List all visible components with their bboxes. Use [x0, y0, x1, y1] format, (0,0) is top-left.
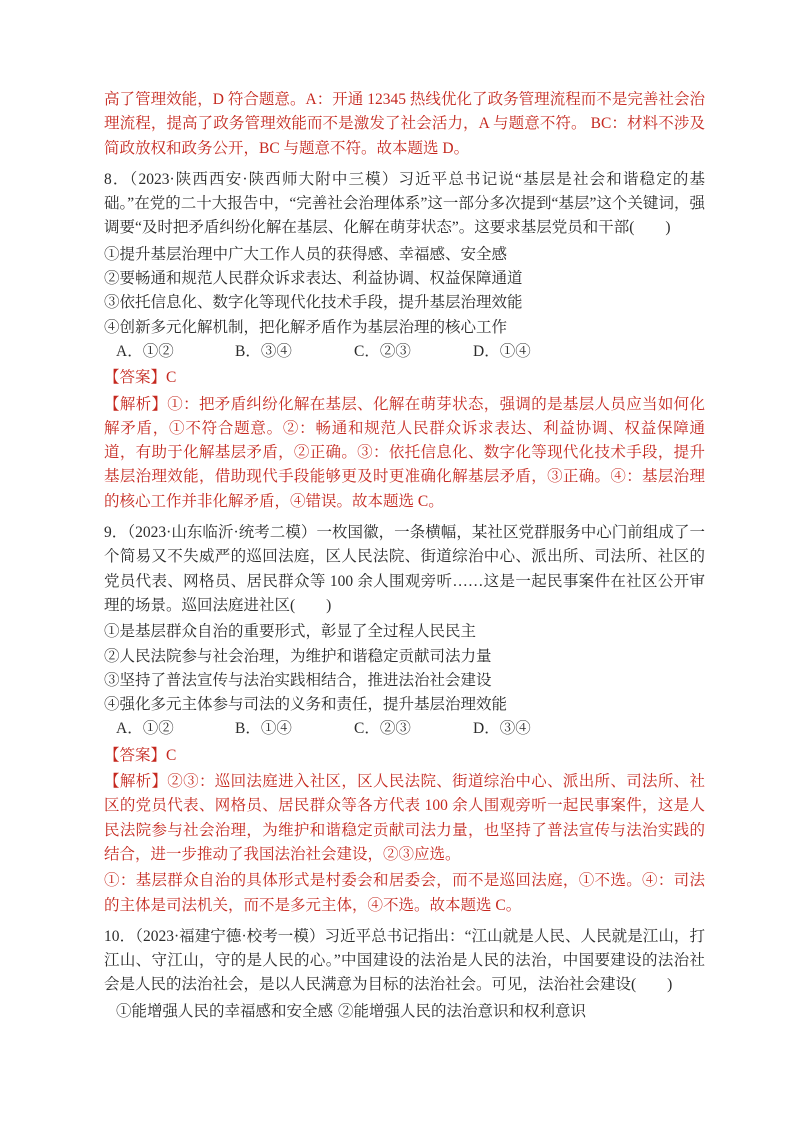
- question-10-stem: 10．（2023·福建宁德·校考一模）习近平总书记指出：“江山就是人民、人民就是江山，打江山、守江山，守的是人民的心。”中国建设的法治是人民的法治，中国要建设的法治社会是人民的法治社会，是以人民满意为目标的法治社会。可见，法治社会建设( ): [104, 927, 705, 994]
- question-9-answer-block: [104, 744, 705, 918]
- question-10-options-row: [104, 1000, 705, 1024]
- question-8-choice-c: C．②③: [354, 342, 411, 360]
- question-8-choice-a: A．①②: [116, 342, 174, 360]
- question-9-stem: 9．（2023·山东临沂·统考二模）一枚国徽，一条横幅，某社区党群服务中心门前组成了一个简易又不失威严的巡回法庭，区人民法院、街道综治中心、派出所、司法所、社区的党员代表、网格员、居民群众等 100 余人围观旁听……这是一起民事案件在社区公开审理的场景。巡回法庭进社区( ): [104, 524, 705, 614]
- question-8-block: [104, 168, 705, 514]
- question-9-option-1: ①是基层群众自治的重要形式，彰显了全过程人民民主: [104, 623, 477, 641]
- question-8-analysis: 【解析】①：把矛盾纠纷化解在基层、化解在萌芽状态，强调的是基层人员应当如何化解矛盾，①不符合题意。②：畅通和规范人民群众诉求表达、利益协调、权益保障通道，有助于化解基层矛盾，②正确。③：依托信息化、数字化等现代化技术手段，提升基层治理效能，借助现代手段能够更及时更准确化解基层矛盾，③正确。④：基层治理的核心工作并非化解矛盾，④错误。故本题选 C。: [104, 395, 705, 510]
- question-8-stem: 8．（2023·陕西西安·陕西师大附中三模）习近平总书记说“基层是社会和谐稳定的基础。”在党的二十大报告中，“完善社会治理体系”这一部分多次提到“基层”这个关键词，强调要“及时把矛盾纠纷化解在基层、化解在萌芽状态”。这要求基层党员和干部( ): [104, 170, 705, 237]
- question-9-choice-b: B．①④: [235, 720, 292, 738]
- question-9-block: [104, 521, 705, 918]
- previous-question-analysis-tail: 高了管理效能，D 符合题意。A：开通 12345 热线优化了政务管理流程而不是完善社会治理流程，提高了政务管理效能而不是激发了社会活力，A 与题意不符。 BC：材料不涉及简政放权和政务公开，BC 与题意不符。故本题选 D。: [104, 91, 705, 157]
- question-8-answer-block: [104, 366, 705, 514]
- question-9-option-3: ③坚持了普法宣传与法治实践相结合，推进法治社会建设: [104, 671, 492, 689]
- question-9-choice-c: C．②③: [354, 720, 411, 738]
- question-8-choice-d: D．①④: [473, 342, 531, 360]
- question-8-option-1: ①提升基层治理中广大工作人员的获得感、幸福感、安全感: [104, 245, 508, 263]
- question-10-option-1: ①能增强人民的幸福感和安全感: [116, 1002, 334, 1020]
- question-9-choice-d: D．③④: [473, 720, 531, 738]
- question-8-answer: 【答案】C: [104, 369, 177, 387]
- question-9-choice-a: A．①②: [116, 720, 174, 738]
- question-9-answer: 【答案】C: [104, 746, 177, 764]
- question-9-option-4: ④强化多元主体参与司法的义务和责任，提升基层治理效能: [104, 696, 508, 714]
- question-8-option-2: ②要畅通和规范人民群众诉求表达、利益协调、权益保障通道: [104, 270, 523, 288]
- question-10-option-2: ②能增强人民的法治意识和权利意识: [338, 1002, 587, 1020]
- question-8-choices-row: [104, 340, 705, 364]
- question-8-option-3: ③依托信息化、数字化等现代化技术手段，提升基层治理效能: [104, 294, 523, 312]
- question-8-option-4: ④创新多元化解机制，把化解矛盾作为基层治理的核心工作: [104, 318, 508, 336]
- question-8-choice-b: B．③④: [235, 342, 292, 360]
- question-9-analysis-part-2: ①：基层群众自治的具体形式是村委会和居委会，而不是巡回法庭，①不选。④：司法的主体是司法机关，而不是多元主体，④不选。故本题选 C。: [104, 872, 705, 914]
- question-9-option-2: ②人民法院参与社会治理，为维护和谐稳定贡献司法力量: [104, 647, 492, 665]
- question-9-analysis-part-1: 【解析】②③：巡回法庭进入社区，区人民法院、街道综治中心、派出所、司法所、社区的党员代表、网格员、居民群众等各方代表 100 余人围观旁听一起民事案件，这是人民法院参与社会治理，为维护和谐稳定贡献司法力量，也坚持了普法宣传与法治实践的结合，进一步推动了我国法治社会建设，②③应选。: [104, 773, 705, 863]
- page-content: [104, 88, 705, 1024]
- question-10-block: [104, 925, 705, 1024]
- question-9-choices-row: [104, 717, 705, 741]
